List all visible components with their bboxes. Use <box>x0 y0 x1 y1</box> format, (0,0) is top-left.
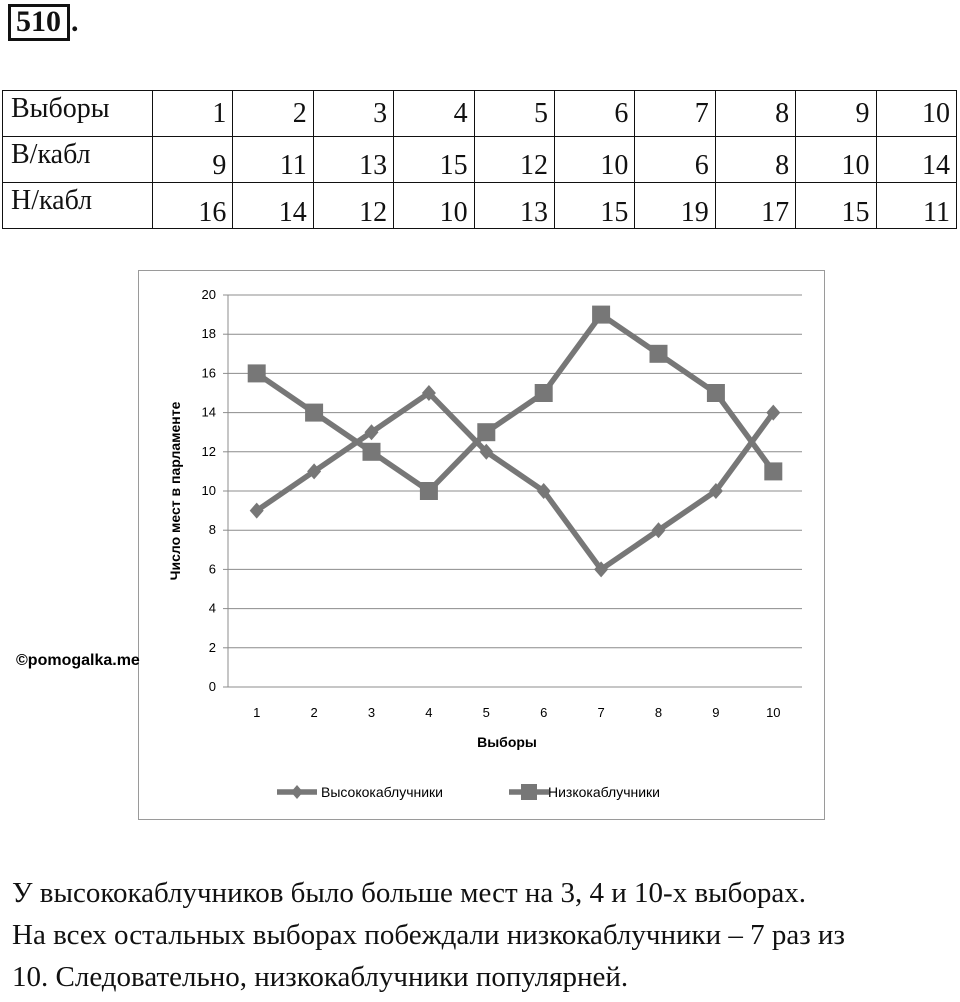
table-cell: 13 <box>474 183 554 229</box>
table-row-label: В/кабл <box>3 137 153 183</box>
table-cell: 11 <box>876 183 956 229</box>
table-cell: 8 <box>715 91 795 137</box>
table-cell: 14 <box>876 137 956 183</box>
table-cell: 11 <box>233 137 313 183</box>
y-tick-label: 12 <box>201 443 216 459</box>
table-cell: 13 <box>313 137 393 183</box>
table-cell: 10 <box>876 91 956 137</box>
y-tick-label: 4 <box>208 600 216 616</box>
y-tick-label: 10 <box>201 483 216 498</box>
table-cell: 12 <box>313 183 393 229</box>
problem-number-box: 510 <box>8 4 70 41</box>
y-axis-title: Число мест в парламенте <box>167 401 183 581</box>
table-cell: 7 <box>635 91 715 137</box>
data-point-square <box>477 423 495 441</box>
table-cell: 15 <box>554 183 634 229</box>
table-row <box>3 91 957 137</box>
legend-label: Высококаблучники <box>321 784 443 800</box>
y-tick-label: 20 <box>201 287 216 302</box>
data-point-square <box>764 462 782 480</box>
watermark: ©pomogalka.me <box>16 652 140 669</box>
answer-line: 10. Следовательно, низкокаблучники популярней. <box>12 961 629 993</box>
table-cell: 10 <box>554 137 634 183</box>
answer-line: На всех остальных выборах побеждали низкокаблучники – 7 раз из <box>12 919 845 951</box>
x-tick-label: 7 <box>597 705 605 720</box>
y-tick-label: 6 <box>208 561 216 577</box>
legend-marker-square <box>521 784 537 800</box>
problem-number-dot: . <box>71 5 79 38</box>
data-point-square <box>707 384 725 402</box>
x-tick-label: 4 <box>425 705 433 720</box>
table-cell: 14 <box>233 183 313 229</box>
y-tick-label: 2 <box>208 639 216 655</box>
y-tick-label: 8 <box>208 522 216 538</box>
table-cell: 3 <box>313 91 393 137</box>
x-tick-label: 9 <box>712 705 720 720</box>
table-cell: 12 <box>474 137 554 183</box>
table-cell: 9 <box>153 137 233 183</box>
table-cell: 6 <box>554 91 634 137</box>
x-tick-label: 8 <box>654 705 663 720</box>
answer-text <box>12 872 952 998</box>
table-cell: 6 <box>635 137 715 183</box>
data-point-square <box>420 482 438 500</box>
data-point-square <box>248 364 266 382</box>
x-tick-label: 6 <box>540 705 548 720</box>
table-row <box>3 137 957 183</box>
y-tick-label: 0 <box>208 679 216 694</box>
table-cell: 2 <box>233 91 313 137</box>
x-tick-label: 2 <box>310 705 318 720</box>
table-cell: 16 <box>153 183 233 229</box>
x-axis-title: Выборы <box>477 734 537 750</box>
legend-label: Низкокаблучники <box>548 784 660 800</box>
table-cell: 1 <box>153 91 233 137</box>
table-cell: 9 <box>796 91 876 137</box>
line-chart <box>139 271 824 819</box>
series-line-low-heels <box>257 315 774 491</box>
chart-frame <box>138 270 825 820</box>
table-cell: 15 <box>394 137 474 183</box>
data-point-square <box>363 443 381 461</box>
x-tick-label: 3 <box>367 705 376 720</box>
table-cell: 17 <box>715 183 795 229</box>
table-row-label: Н/кабл <box>3 183 153 229</box>
y-tick-label: 16 <box>201 365 216 381</box>
series-line-high-heels <box>257 393 774 569</box>
table-cell: 10 <box>394 183 474 229</box>
table-cell: 8 <box>715 137 795 183</box>
y-tick-label: 18 <box>201 326 216 342</box>
x-tick-label: 1 <box>253 705 261 720</box>
table-cell: 15 <box>796 183 876 229</box>
y-tick-label: 14 <box>201 404 216 420</box>
data-point-square <box>592 306 610 324</box>
data-point-square <box>650 345 668 363</box>
x-tick-label: 10 <box>766 705 781 720</box>
table-cell: 19 <box>635 183 715 229</box>
table-cell: 5 <box>474 91 554 137</box>
problem-number <box>8 4 79 41</box>
data-table <box>2 90 957 229</box>
table-cell: 10 <box>796 137 876 183</box>
x-tick-label: 5 <box>482 705 490 720</box>
table-cell: 4 <box>394 91 474 137</box>
table-row <box>3 183 957 229</box>
data-point-square <box>305 404 323 422</box>
table-row-label: Выборы <box>3 91 153 137</box>
data-point-square <box>535 384 553 402</box>
legend-marker-diamond <box>291 785 303 799</box>
answer-line: У высококаблучников было больше мест на 3, 4 и 10-х выборах. <box>12 877 807 909</box>
